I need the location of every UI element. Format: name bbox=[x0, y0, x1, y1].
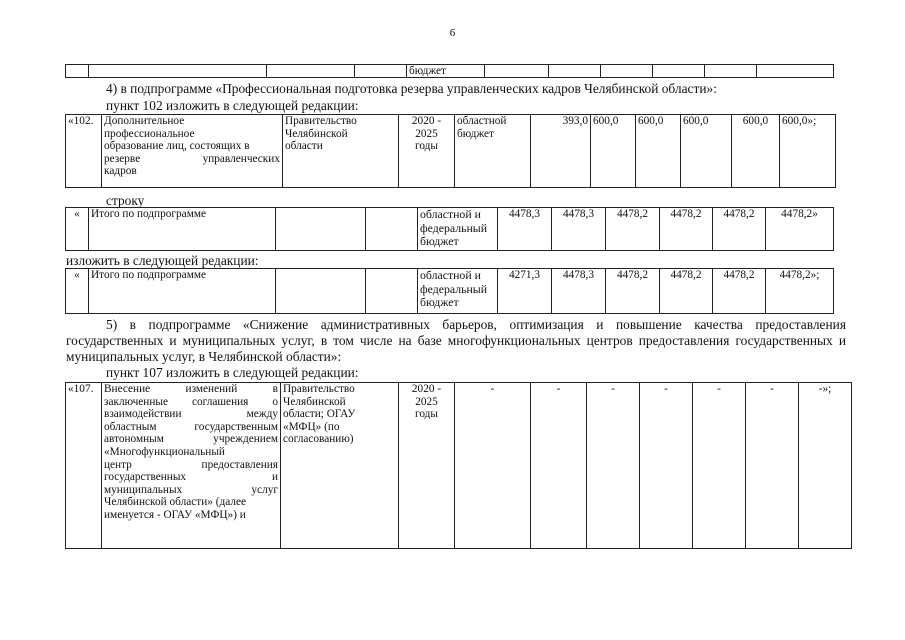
row107-name-line: именуется - ОГАУ «МФЦ») и bbox=[104, 508, 246, 521]
row107-name-line: государственных и bbox=[104, 471, 278, 484]
row107-value: - bbox=[455, 383, 531, 549]
paragraph-5: 5) в подпрограмме «Снижение административных барьеров, оптимизация и повышение качества предоставления государственных и муниципальных услуг, в том числе на базе многофункциональных центров предоставления государственных и муниципальных услуг, в Челябинской области»: bbox=[66, 317, 846, 364]
total-old-value: 4478,2» bbox=[766, 208, 834, 251]
row107-executor-line: Правительство bbox=[283, 383, 355, 395]
total-old-value: 4478,2 bbox=[660, 208, 713, 251]
cell-empty bbox=[366, 269, 418, 314]
total-new-value: 4478,2 bbox=[713, 269, 766, 314]
row102-executor-line: Правительство bbox=[285, 115, 357, 127]
paragraph-4: 4) в подпрограмме «Профессиональная подготовка резерва управленческих кадров Челябинской области»: bbox=[106, 81, 717, 96]
row107-value: -»; bbox=[799, 383, 852, 549]
row107-name-line: автономным учреждением bbox=[104, 433, 278, 446]
row107-value: - bbox=[640, 383, 693, 549]
total-old-value: 4478,2 bbox=[606, 208, 660, 251]
cell-budget: бюджет bbox=[407, 65, 485, 78]
total-old-value: 4478,2 bbox=[713, 208, 766, 251]
row102-source-line: бюджет bbox=[457, 127, 494, 140]
total-old-label: Итого по подпрограмме bbox=[89, 208, 276, 251]
cell-empty bbox=[601, 65, 653, 78]
total-new-value: 4271,3 bbox=[498, 269, 552, 314]
cell-empty bbox=[366, 208, 418, 251]
row107-name-line: заключенные соглашения о bbox=[104, 395, 278, 408]
page-number: 6 bbox=[449, 27, 456, 39]
row107-period-line: 2020 - bbox=[411, 383, 442, 395]
row102-value: 600,0 bbox=[636, 115, 681, 188]
total-new-value: 4478,2 bbox=[606, 269, 660, 314]
row107-name-line: центр предоставления bbox=[104, 458, 278, 471]
row107-name-line: взаимодействии между bbox=[104, 408, 278, 421]
total-old-value: 4478,3 bbox=[552, 208, 606, 251]
row102-period-line: 2025 bbox=[415, 127, 438, 140]
row102-value: 600,0 bbox=[732, 115, 780, 188]
cell-empty bbox=[89, 65, 267, 78]
total-old-source-line: областной и bbox=[420, 207, 481, 221]
cell-empty bbox=[276, 269, 366, 314]
row107-value: - bbox=[531, 383, 587, 549]
total-new-source-line: областной и bbox=[420, 268, 481, 282]
total-old-source-line: бюджет bbox=[420, 234, 459, 249]
row102-number: «102. bbox=[66, 115, 102, 188]
row102-name-line bbox=[104, 153, 280, 166]
total-new-value: 4478,3 bbox=[552, 269, 606, 314]
table-total-new bbox=[65, 268, 834, 314]
row107-name-line: «Многофункциональный bbox=[104, 445, 225, 458]
cell-empty bbox=[549, 65, 601, 78]
paragraph-4-subtitle: пункт 102 изложить в следующей редакции: bbox=[106, 98, 359, 113]
row107-name-line: муниципальных услуг bbox=[104, 483, 278, 496]
row107-period-line: 2025 bbox=[415, 395, 438, 408]
paragraph-5-subtitle: пункт 107 изложить в следующей редакции: bbox=[106, 365, 359, 380]
row107-value: - bbox=[693, 383, 746, 549]
total-new-source-line: бюджет bbox=[420, 295, 459, 310]
table-total-old bbox=[65, 207, 834, 251]
row102-name-text: резерве управленческих bbox=[104, 152, 280, 165]
row102-value: 600,0»; bbox=[780, 115, 836, 188]
cell-empty bbox=[757, 65, 834, 78]
row107-executor-line: «МФЦ» (по bbox=[283, 420, 340, 433]
row107-executor-line: согласованию) bbox=[283, 433, 354, 446]
total-old-source bbox=[418, 208, 498, 251]
total-new-source-line: федеральный bbox=[420, 281, 488, 296]
total-new-label: Итого по подпрограмме bbox=[89, 269, 276, 314]
row102-executor bbox=[283, 115, 399, 188]
cell-empty bbox=[485, 65, 549, 78]
row102-value: 600,0 bbox=[591, 115, 636, 188]
row102-value: 600,0 bbox=[681, 115, 732, 188]
row107-period-line: годы bbox=[414, 408, 438, 421]
label-stroku: строку bbox=[106, 193, 145, 208]
row102-period-line: 2020 - bbox=[411, 115, 442, 127]
row102-name-line: кадров bbox=[104, 165, 137, 178]
row102-source-line: областной bbox=[457, 115, 507, 127]
table-row-107 bbox=[65, 382, 905, 549]
cell-empty bbox=[705, 65, 757, 78]
row107-executor-line: области; ОГАУ bbox=[283, 408, 356, 421]
row107-name-line: Внесение изменений в bbox=[104, 383, 278, 395]
row107-executor bbox=[281, 383, 399, 549]
cell-empty bbox=[267, 65, 355, 78]
total-old-value: 4478,3 bbox=[498, 208, 552, 251]
row107-executor-line: Челябинской bbox=[283, 395, 346, 408]
row102-period bbox=[399, 115, 455, 188]
row102-source bbox=[455, 115, 531, 188]
row102-name-line: профессиональное bbox=[104, 127, 195, 140]
row102-executor-line: Челябинской bbox=[285, 127, 348, 140]
row107-value: - bbox=[746, 383, 799, 549]
total-old-source-line: федеральный bbox=[420, 220, 488, 235]
row107-name bbox=[102, 383, 281, 549]
row107-period bbox=[399, 383, 455, 549]
row107-value: - bbox=[587, 383, 640, 549]
row107-name-line: областным государственным bbox=[104, 420, 278, 433]
row102-executor-line: области bbox=[285, 140, 323, 153]
cell-empty bbox=[276, 208, 366, 251]
row107-name-line: Челябинской области» (далее bbox=[104, 496, 246, 509]
row102-name-line: образование лиц, состоящих в bbox=[104, 140, 250, 153]
total-new-value: 4478,2»; bbox=[766, 269, 834, 314]
table-row-102 bbox=[65, 114, 836, 188]
row102-period-line: годы bbox=[414, 140, 438, 153]
total-old-quote: « bbox=[66, 208, 89, 251]
row102-value: 393,0 bbox=[531, 115, 591, 188]
row102-name bbox=[102, 115, 283, 188]
row107-number: «107. bbox=[66, 383, 102, 549]
cell-empty bbox=[355, 65, 407, 78]
cell-empty bbox=[66, 65, 89, 78]
row102-name-line: Дополнительное bbox=[104, 115, 185, 127]
cell-empty bbox=[653, 65, 705, 78]
total-new-value: 4478,2 bbox=[660, 269, 713, 314]
total-new-quote: « bbox=[66, 269, 89, 314]
table-top-continuation bbox=[65, 64, 834, 78]
label-new-edition: изложить в следующей редакции: bbox=[66, 253, 259, 268]
total-new-source bbox=[418, 269, 498, 314]
